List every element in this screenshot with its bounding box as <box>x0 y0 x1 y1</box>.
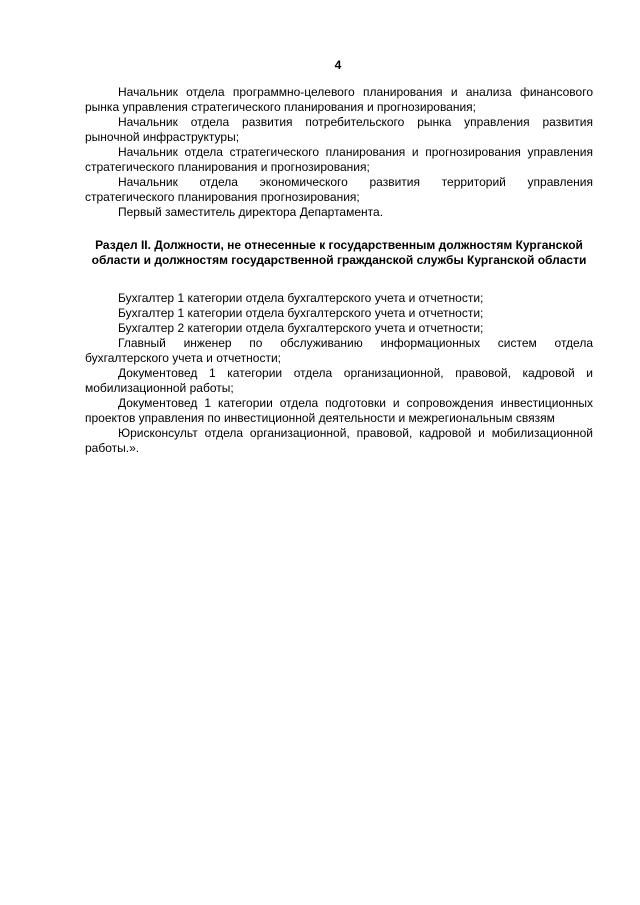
paragraph: Документовед 1 категории отдела подготовки и сопровождения инвестиционных проектов управления по инвестиционной деятельности и межрегиональным связям <box>85 396 593 425</box>
paragraph: Начальник отдела экономического развития территорий управления стратегического планирования прогнозирования; <box>85 175 593 204</box>
paragraph: Первый заместитель директора Департамента. <box>118 205 384 219</box>
paragraph: Начальник отдела программно-целевого планирования и анализа финансового рынка управления стратегического планирования и прогнозирования; <box>85 85 593 114</box>
paragraph: Начальник отдела развития потребительского рынка управления развития рыночной инфраструктуры; <box>85 115 593 144</box>
section-title: Раздел II. Должности, не отнесенные к государственным должностям Курганской области и должностям государственной гражданской службы Курганской области <box>91 238 587 267</box>
paragraph: Юрисконсульт отдела организационной, правовой, кадровой и мобилизационной работы.». <box>85 426 593 455</box>
document-body <box>85 85 593 456</box>
paragraph: Начальник отдела стратегического планирования и прогнозирования управления стратегического планирования и прогнозирования; <box>85 145 593 174</box>
paragraph: Бухгалтер 1 категории отдела бухгалтерского учета и отчетности; <box>118 306 484 320</box>
paragraph: Документовед 1 категории отдела организационной, правовой, кадровой и мобилизационной работы; <box>85 366 593 395</box>
paragraph: Бухгалтер 2 категории отдела бухгалтерского учета и отчетности; <box>118 321 484 335</box>
paragraph: Главный инженер по обслуживанию информационных систем отдела бухгалтерского учета и отчетности; <box>85 336 593 365</box>
page-number: 4 <box>334 58 342 72</box>
paragraph: Бухгалтер 1 категории отдела бухгалтерского учета и отчетности; <box>118 291 484 305</box>
